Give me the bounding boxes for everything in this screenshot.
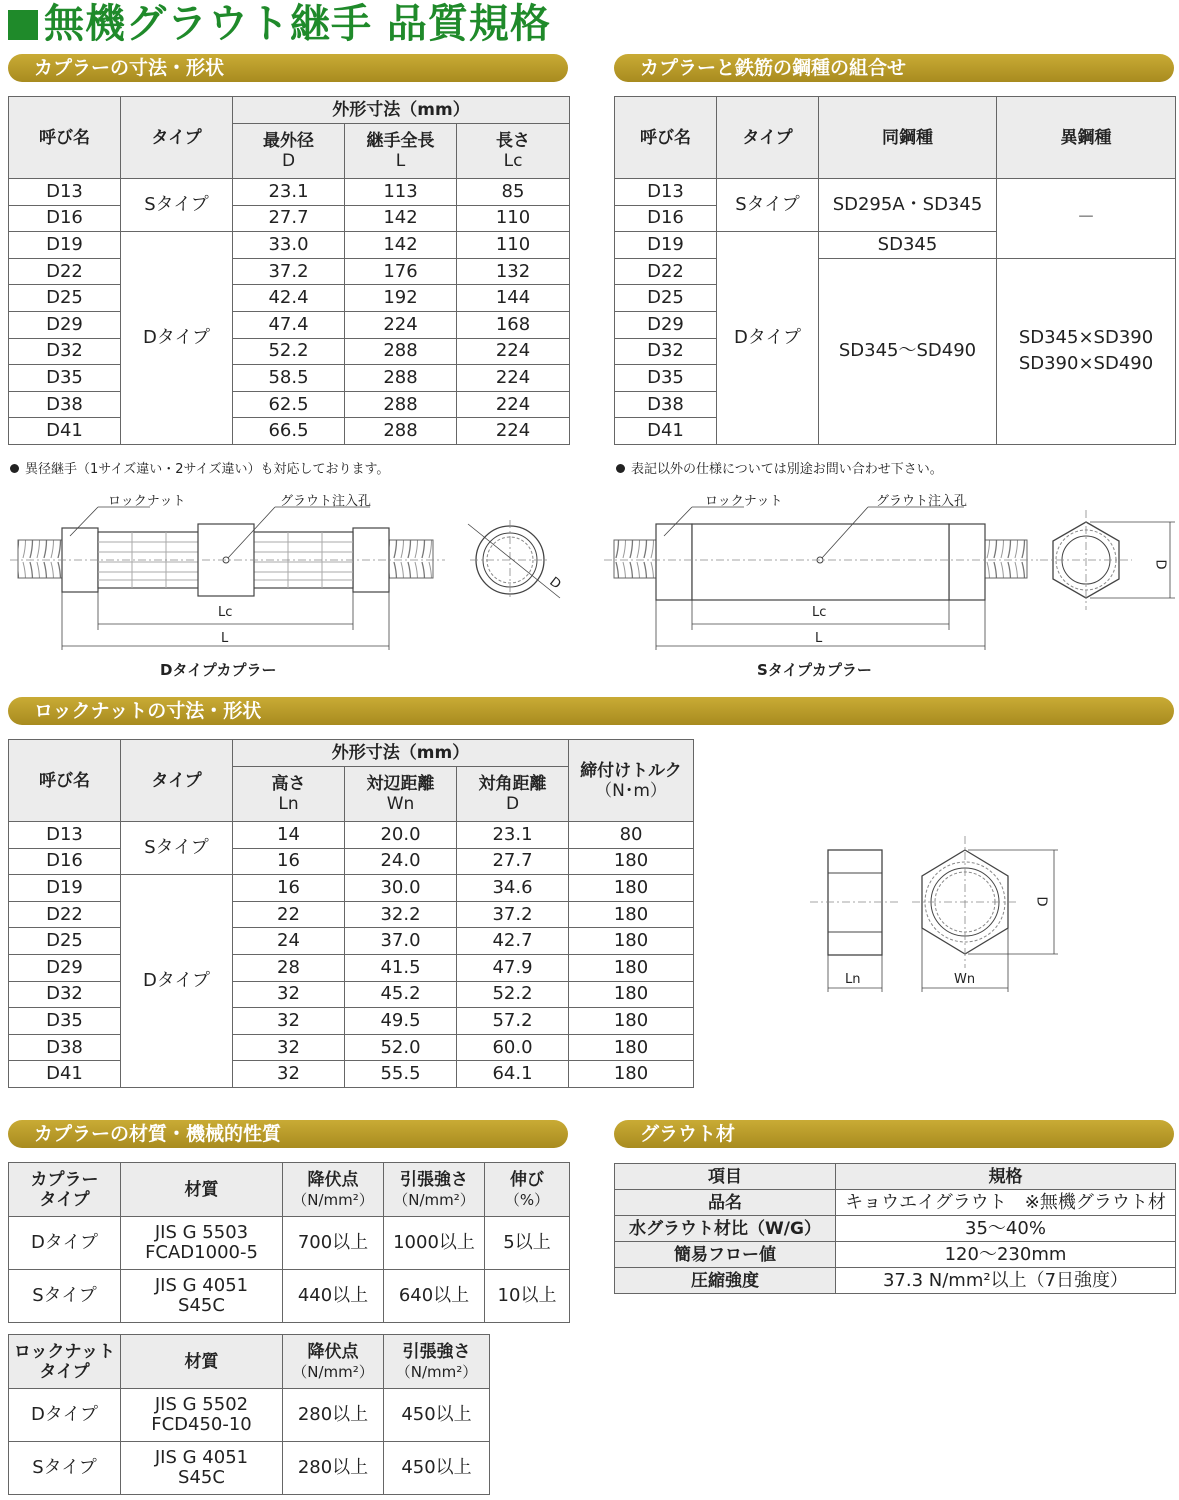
cell-material	[121, 1442, 283, 1495]
cell-type: Sタイプ	[9, 1270, 121, 1323]
col-header-d-label: 最外径	[263, 131, 314, 151]
col-header-elong	[485, 1163, 570, 1217]
col-header-tensile-label: 引張強さ	[402, 1341, 471, 1362]
col-header-dd	[457, 767, 569, 822]
cell-l: 142	[345, 205, 457, 232]
cell-l: 288	[345, 338, 457, 365]
cell-material-line1: JIS G 4051	[154, 1275, 249, 1296]
cell-l: 288	[345, 391, 457, 418]
col-header-name: 呼び名	[615, 97, 717, 179]
section-header-label: カプラーと鉄筋の鋼種の組合せ	[640, 57, 907, 79]
table-row	[9, 205, 570, 232]
cell-type: Dタイプ	[9, 1389, 121, 1442]
section-header-locknut-dims	[8, 697, 1174, 725]
col-header-type	[9, 1163, 121, 1217]
col-header-torque-unit: （N･m）	[595, 780, 667, 801]
cell-l: 142	[345, 232, 457, 259]
section-header-steel-combo	[614, 54, 1174, 82]
cell-name: D35	[9, 1008, 121, 1035]
cell-dd: 23.1	[457, 822, 569, 849]
cell-name: D22	[9, 901, 121, 928]
table-row	[9, 1389, 490, 1442]
section-header-label: グラウト材	[640, 1123, 736, 1145]
cell-name: D13	[615, 179, 717, 206]
table-row	[615, 1190, 1176, 1216]
cell-wn: 49.5	[345, 1008, 457, 1035]
cell-material	[121, 1389, 283, 1442]
table-row	[9, 258, 570, 285]
cell-lc: 144	[457, 285, 570, 312]
col-header-yield-unit: （N/mm²）	[292, 1190, 374, 1209]
cell-d: 37.2	[233, 258, 345, 285]
label-lc-s: Lc	[812, 605, 827, 620]
cell-name: D13	[9, 179, 121, 206]
cell-name: D25	[615, 285, 717, 312]
col-header-tensile-unit: （N/mm²）	[393, 1190, 475, 1209]
cell-ln: 28	[233, 954, 345, 981]
table-row	[9, 311, 570, 338]
col-header-tensile	[384, 1335, 490, 1389]
note-steel-text: 表記以外の仕様については別途お問い合わせ下さい。	[631, 462, 943, 477]
table-row	[615, 1268, 1176, 1294]
cell-yield: 280以上	[283, 1442, 384, 1495]
cell-type-s: Sタイプ	[717, 179, 819, 232]
cell-dd: 34.6	[457, 875, 569, 902]
cell-lc: 132	[457, 258, 570, 285]
cell-dd: 52.2	[457, 981, 569, 1008]
cell-item: 簡易フロー値	[615, 1242, 836, 1268]
label-d-hex: D	[1152, 559, 1168, 570]
lock-nut-left	[656, 524, 692, 600]
cell-name: D22	[615, 258, 717, 285]
cell-wn: 41.5	[345, 954, 457, 981]
label-lc-d: Lc	[218, 605, 233, 620]
cell-wn: 37.0	[345, 928, 457, 955]
cell-ln: 24	[233, 928, 345, 955]
cell-ln: 32	[233, 1034, 345, 1061]
s-type-coupler-diagram	[600, 480, 1179, 685]
title-square-icon	[8, 10, 38, 40]
cell-wn: 32.2	[345, 901, 457, 928]
coupler-material-table	[8, 1162, 570, 1323]
cell-ln: 14	[233, 822, 345, 849]
col-header-yield-label: 降伏点	[307, 1341, 359, 1362]
cell-ln: 22	[233, 901, 345, 928]
cell-name: D32	[9, 981, 121, 1008]
bullet-icon	[10, 464, 19, 473]
cell-name: D32	[615, 338, 717, 365]
cell-lc: 85	[457, 179, 570, 206]
table-row	[9, 1442, 490, 1495]
cell-torque: 180	[569, 981, 694, 1008]
cell-name: D29	[9, 311, 121, 338]
cell-diff-d-line2: SD390×SD490	[1018, 353, 1154, 375]
cell-name: D41	[9, 1061, 121, 1088]
caption-d-type: Dタイプカプラー	[160, 661, 277, 679]
cell-item: 品名	[615, 1190, 836, 1216]
cell-d: 66.5	[233, 418, 345, 445]
cell-name: D25	[9, 928, 121, 955]
cell-name: D35	[9, 365, 121, 392]
cell-name: D19	[9, 232, 121, 259]
cell-yield: 700以上	[283, 1217, 384, 1270]
cell-dd: 37.2	[457, 901, 569, 928]
col-header-torque-label: 締付けトルク	[580, 760, 682, 781]
col-header-material: 材質	[121, 1335, 283, 1389]
cell-spec: 37.3 N/mm²以上（7日強度）	[836, 1268, 1176, 1294]
steel-combo-body	[615, 179, 1176, 445]
cell-name: D41	[9, 418, 121, 445]
cell-material	[121, 1217, 283, 1270]
col-header-spec: 規格	[836, 1164, 1176, 1190]
locknut-material-table	[8, 1334, 490, 1495]
col-header-type: タイプ	[717, 97, 819, 179]
cell-diff-d	[997, 258, 1176, 444]
cell-lc: 224	[457, 365, 570, 392]
cell-type-d: Dタイプ	[121, 875, 233, 1088]
label-l-d: L	[221, 631, 229, 646]
section-header-label: ロックナットの寸法・形状	[34, 700, 262, 722]
col-header-ln-label: 高さ	[271, 774, 306, 794]
cell-l: 224	[345, 311, 457, 338]
label-ln: Ln	[845, 972, 861, 987]
table-row	[9, 391, 570, 418]
col-header-lc	[457, 124, 570, 179]
cell-same-s: SD295A・SD345	[819, 179, 997, 232]
table-row	[9, 981, 694, 1008]
label-d-nut: D	[1033, 896, 1049, 907]
section-header-label: カプラーの寸法・形状	[34, 57, 225, 79]
cell-d: 42.4	[233, 285, 345, 312]
cell-ln: 32	[233, 981, 345, 1008]
bullet-icon	[616, 464, 625, 473]
col-header-name: 呼び名	[9, 97, 121, 179]
cell-dd: 27.7	[457, 848, 569, 875]
col-header-l	[345, 124, 457, 179]
rebar-right	[985, 540, 1027, 578]
col-header-l-sym: L	[395, 151, 406, 171]
note-coupler	[10, 458, 389, 477]
col-header-tensile-label: 引張強さ	[400, 1169, 468, 1190]
coupler-dims-table	[8, 96, 570, 445]
cell-lc: 110	[457, 205, 570, 232]
col-header-ln-sym: Ln	[278, 794, 299, 814]
cell-material	[121, 1270, 283, 1323]
cell-type-d: Dタイプ	[717, 232, 819, 445]
table-row	[615, 1242, 1176, 1268]
cell-tensile: 450以上	[384, 1442, 490, 1495]
locknut-dims-body	[9, 822, 694, 1088]
table-row	[9, 1008, 694, 1035]
cell-dd: 60.0	[457, 1034, 569, 1061]
cell-lc: 224	[457, 418, 570, 445]
col-header-torque	[569, 740, 694, 822]
cell-material-line2: S45C	[178, 1467, 225, 1488]
col-header-tensile-unit: （N/mm²）	[395, 1362, 478, 1381]
label-lock-nut-d: ロックナット	[108, 494, 186, 509]
cell-wn: 30.0	[345, 875, 457, 902]
col-header-dd-sym: D	[505, 794, 520, 814]
cell-spec: 35～40%	[836, 1216, 1176, 1242]
cell-spec: キョウエイグラウト ※無機グラウト材	[836, 1190, 1176, 1216]
cell-d: 33.0	[233, 232, 345, 259]
col-header-elong-label: 伸び	[510, 1169, 544, 1190]
cell-diff-d-line1: SD345×SD390	[1018, 327, 1154, 349]
cell-name: D19	[615, 232, 717, 259]
cell-l: 113	[345, 179, 457, 206]
cell-material-line1: JIS G 5502	[154, 1394, 249, 1415]
cell-name: D32	[9, 338, 121, 365]
cell-name: D19	[9, 875, 121, 902]
cell-name: D22	[9, 258, 121, 285]
rebar-right	[389, 540, 433, 578]
col-header-type: タイプ	[121, 97, 233, 179]
locknut-dims-table	[8, 739, 694, 1088]
cell-l: 176	[345, 258, 457, 285]
rebar-left	[18, 540, 62, 578]
caption-s-type: Sタイプカプラー	[757, 661, 872, 679]
cell-wn: 24.0	[345, 848, 457, 875]
cell-elong: 5以上	[485, 1217, 570, 1270]
page-title	[8, 0, 551, 48]
cell-tensile: 1000以上	[384, 1217, 485, 1270]
lock-nut-right	[949, 524, 985, 600]
table-row	[9, 365, 570, 392]
col-header-group: 外形寸法（mm）	[233, 97, 570, 124]
cell-same-d19: SD345	[819, 232, 997, 259]
cell-name: D29	[9, 954, 121, 981]
col-header-type-line1: ロックナット	[13, 1341, 116, 1362]
cell-d: 62.5	[233, 391, 345, 418]
table-row	[9, 1270, 570, 1323]
note-coupler-text: 異径継手（1サイズ違い・2サイズ違い）も対応しております。	[25, 462, 390, 477]
col-header-diff-steel: 異鋼種	[997, 97, 1176, 179]
lock-nut-side-view	[828, 850, 882, 955]
label-grout-hole-d: グラウト注入孔	[280, 494, 372, 509]
cell-spec: 120～230mm	[836, 1242, 1176, 1268]
cell-l: 288	[345, 418, 457, 445]
cell-material-line1: JIS G 5503	[154, 1222, 249, 1243]
table-row	[9, 848, 694, 875]
page-title-text: 無機グラウト継手 品質規格	[44, 1, 551, 47]
cell-torque: 180	[569, 928, 694, 955]
cell-material-line2: FCAD1000-5	[145, 1242, 258, 1263]
col-header-yield	[283, 1163, 384, 1217]
cell-tensile: 450以上	[384, 1389, 490, 1442]
cell-dd: 47.9	[457, 954, 569, 981]
cell-torque: 180	[569, 848, 694, 875]
cell-name: D13	[9, 822, 121, 849]
cell-name: D16	[615, 205, 717, 232]
label-grout-hole-s: グラウト注入孔	[876, 494, 968, 509]
col-header-wn-label: 対辺距離	[366, 774, 435, 794]
table-row	[9, 1034, 694, 1061]
table-row	[9, 338, 570, 365]
cell-name: D35	[615, 365, 717, 392]
cell-ln: 16	[233, 875, 345, 902]
col-header-type-line1: カプラー	[30, 1169, 99, 1190]
grout-table	[614, 1163, 1176, 1294]
table-row	[9, 179, 570, 206]
col-header-item: 項目	[615, 1164, 836, 1190]
rebar-left	[614, 540, 656, 578]
cell-l: 192	[345, 285, 457, 312]
cell-lc: 224	[457, 391, 570, 418]
col-header-lc-label: 長さ	[496, 131, 530, 151]
cell-material-line2: FCD450-10	[151, 1414, 252, 1435]
col-header-yield-unit: （N/mm²）	[292, 1362, 374, 1381]
cell-name: D41	[615, 418, 717, 445]
table-row	[9, 928, 694, 955]
table-row	[615, 258, 1176, 285]
cell-d: 58.5	[233, 365, 345, 392]
cell-same-d: SD345～SD490	[819, 258, 997, 444]
col-header-same-steel: 同鋼種	[819, 97, 997, 179]
cell-torque: 180	[569, 901, 694, 928]
cell-name: D25	[9, 285, 121, 312]
col-header-wn	[345, 767, 457, 822]
col-header-wn-sym: Wn	[386, 794, 415, 814]
cell-type: Dタイプ	[9, 1217, 121, 1270]
section-header-coupler-dims	[8, 54, 568, 82]
col-header-ln	[233, 767, 345, 822]
cell-name: D38	[615, 391, 717, 418]
table-row	[9, 232, 570, 259]
cell-dd: 42.7	[457, 928, 569, 955]
col-header-l-label: 継手全長	[366, 131, 435, 151]
col-header-material: 材質	[121, 1163, 283, 1217]
cell-torque: 180	[569, 875, 694, 902]
col-header-yield	[283, 1335, 384, 1389]
cell-torque: 180	[569, 1061, 694, 1088]
col-header-type	[9, 1335, 121, 1389]
cell-type-d: Dタイプ	[121, 232, 233, 445]
section-header-label: カプラーの材質・機械的性質	[34, 1123, 282, 1145]
cell-type-s: Sタイプ	[121, 179, 233, 232]
col-header-type-line2: タイプ	[39, 1189, 90, 1210]
cell-name: D16	[9, 205, 121, 232]
cell-d: 23.1	[233, 179, 345, 206]
label-l-s: L	[815, 631, 823, 646]
label-lock-nut-s: ロックナット	[705, 494, 783, 509]
cell-dd: 57.2	[457, 1008, 569, 1035]
table-row	[615, 179, 1176, 206]
lock-nut-diagram	[800, 830, 1070, 1000]
cell-torque: 180	[569, 954, 694, 981]
cell-item: 圧縮強度	[615, 1268, 836, 1294]
cell-yield: 440以上	[283, 1270, 384, 1323]
note-steel	[616, 458, 943, 477]
col-header-dd-label: 対角距離	[478, 774, 547, 794]
cell-name: D38	[9, 391, 121, 418]
col-header-elong-unit: （%）	[504, 1190, 550, 1209]
col-header-type-line2: タイプ	[39, 1361, 90, 1382]
cell-ln: 32	[233, 1061, 345, 1088]
cell-material-line2: S45C	[178, 1295, 225, 1316]
table-row	[9, 418, 570, 445]
cell-torque: 80	[569, 822, 694, 849]
col-header-d	[233, 124, 345, 179]
cell-torque: 180	[569, 1008, 694, 1035]
table-row	[9, 822, 694, 849]
cell-wn: 20.0	[345, 822, 457, 849]
cell-name: D16	[9, 848, 121, 875]
cell-wn: 45.2	[345, 981, 457, 1008]
steel-combo-table	[614, 96, 1176, 445]
col-header-group: 外形寸法（mm）	[233, 740, 569, 767]
cell-elong: 10以上	[485, 1270, 570, 1323]
col-header-name: 呼び名	[9, 740, 121, 822]
coupler-dims-body	[9, 179, 570, 445]
cell-lc: 168	[457, 311, 570, 338]
section-header-grout	[614, 1120, 1174, 1148]
table-row	[9, 901, 694, 928]
table-row	[9, 875, 694, 902]
cell-name: D38	[9, 1034, 121, 1061]
cell-item: 水グラウト材比（W/G）	[615, 1216, 836, 1242]
col-header-tensile	[384, 1163, 485, 1217]
table-row	[9, 1217, 570, 1270]
cell-ln: 16	[233, 848, 345, 875]
cell-d: 27.7	[233, 205, 345, 232]
cell-type-s: Sタイプ	[121, 822, 233, 875]
cell-material-line1: JIS G 4051	[154, 1447, 249, 1468]
table-row	[615, 1216, 1176, 1242]
cell-yield: 280以上	[283, 1389, 384, 1442]
label-wn: Wn	[954, 972, 976, 987]
col-header-yield-label: 降伏点	[307, 1169, 359, 1190]
cell-lc: 110	[457, 232, 570, 259]
col-header-type: タイプ	[121, 740, 233, 822]
label-d-circle: D	[546, 574, 564, 593]
cell-lc: 224	[457, 338, 570, 365]
cell-diff-s: －	[997, 179, 1176, 259]
cell-name: D29	[615, 311, 717, 338]
cell-type: Sタイプ	[9, 1442, 121, 1495]
cell-ln: 32	[233, 1008, 345, 1035]
d-type-coupler-diagram	[0, 480, 600, 685]
cell-wn: 52.0	[345, 1034, 457, 1061]
cell-d: 47.4	[233, 311, 345, 338]
table-row	[9, 954, 694, 981]
cell-d: 52.2	[233, 338, 345, 365]
col-header-lc-sym: Lc	[503, 151, 523, 171]
section-header-material	[8, 1120, 568, 1148]
col-header-d-sym: D	[281, 151, 296, 171]
cell-tensile: 640以上	[384, 1270, 485, 1323]
cell-wn: 55.5	[345, 1061, 457, 1088]
cell-l: 288	[345, 365, 457, 392]
table-row	[9, 285, 570, 312]
cell-torque: 180	[569, 1034, 694, 1061]
cell-dd: 64.1	[457, 1061, 569, 1088]
table-row	[9, 1061, 694, 1088]
